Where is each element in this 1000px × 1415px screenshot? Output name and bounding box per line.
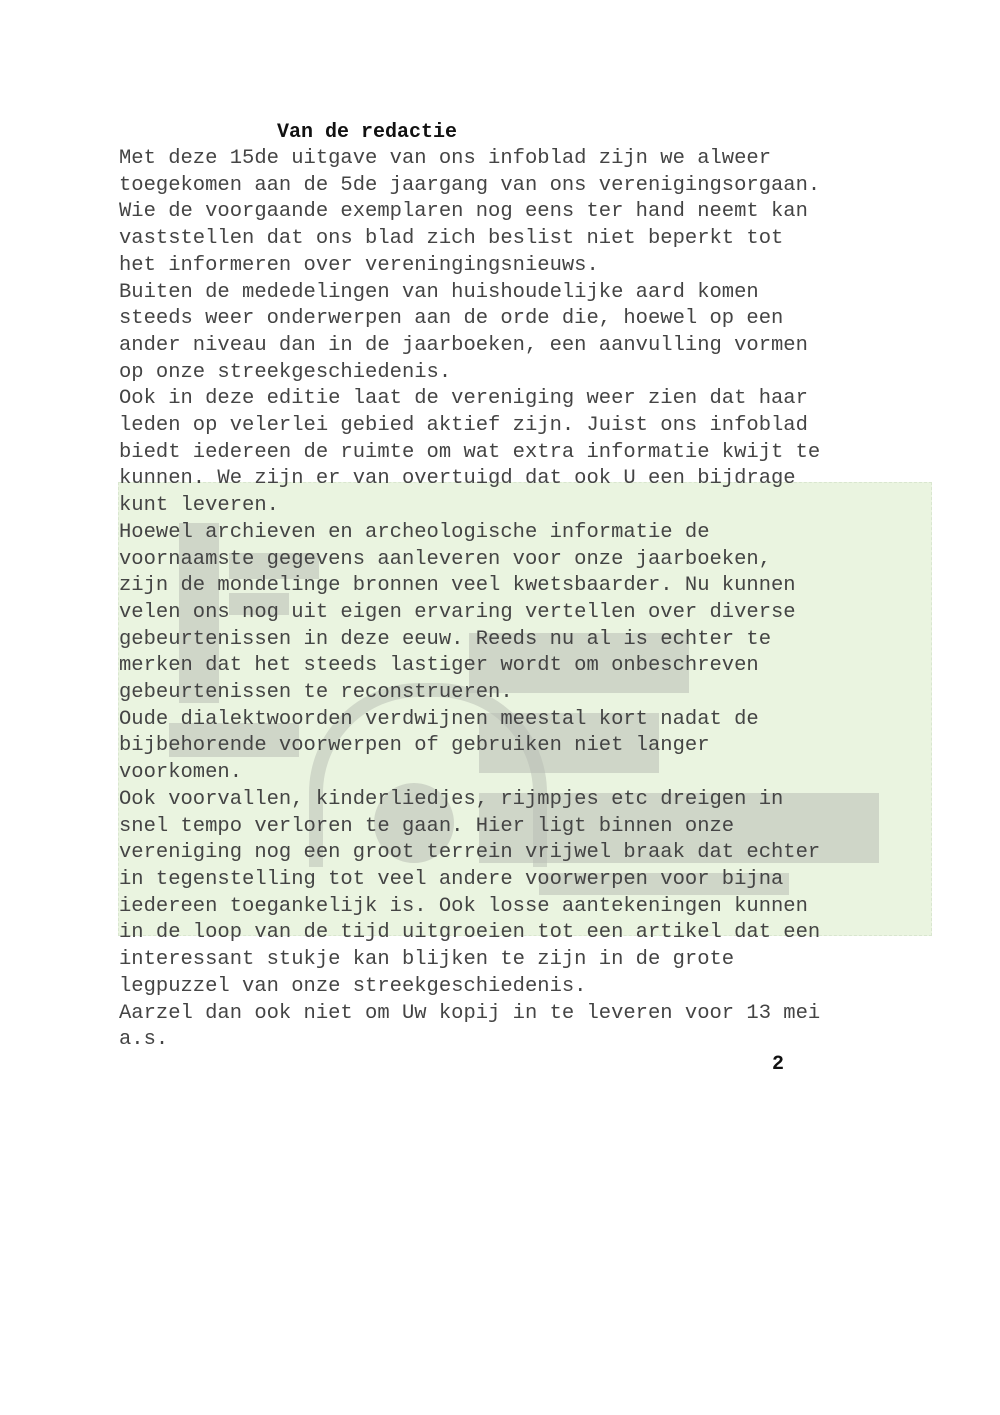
text-line: vereniging nog een groot terrein vrijwel braak dat echter: [119, 841, 821, 865]
text-line: biedt iedereen de ruimte om wat extra informatie kwijt te: [119, 440, 821, 464]
text-line: Ook in deze editie laat de vereniging weer zien dat haar: [119, 387, 808, 411]
text-line: gebeurtenissen in deze eeuw. Reeds nu al is echter te: [119, 627, 772, 651]
text-line: kunt leveren.: [119, 494, 279, 518]
text-line: Aarzel dan ook niet om Uw kopij in te leveren voor 13 mei: [119, 1001, 821, 1025]
text-line: Ook voorvallen, kinderliedjes, rijmpjes etc dreigen in: [119, 787, 784, 811]
text-line: voornaamste gegevens aanleveren voor onze jaarboeken,: [119, 547, 772, 571]
text-line: in tegenstelling tot veel andere voorwerpen voor bijna: [119, 867, 784, 891]
text-line: gebeurtenissen te reconstrueren.: [119, 681, 513, 705]
page-number: 2: [772, 1053, 785, 1076]
text-line: op onze streekgeschiedenis.: [119, 360, 452, 384]
text-line: velen ons nog uit eigen ervaring vertellen over diverse: [119, 600, 796, 624]
text-line: leden op velerlei gebied aktief zijn. Juist ons infoblad: [119, 414, 808, 438]
text-line: Oude dialektwoorden verdwijnen meestal kort nadat de: [119, 707, 759, 731]
text-line: het informeren over vereningingsnieuws.: [119, 253, 599, 277]
text-line: Buiten de mededelingen van huishoudelijke aard komen: [119, 280, 759, 304]
text-line: a.s.: [119, 1028, 169, 1052]
text-line: vaststellen dat ons blad zich beslist niet beperkt tot: [119, 227, 784, 251]
article-body: [119, 146, 989, 1054]
text-line: steeds weer onderwerpen aan de orde die, hoewel op een: [119, 307, 784, 331]
text-line: merken dat het steeds lastiger wordt om onbeschreven: [119, 654, 759, 678]
text-line: Wie de voorgaande exemplaren nog eens ter hand neemt kan: [119, 200, 808, 224]
text-line: voorkomen.: [119, 761, 243, 785]
page-title: Van de redactie: [277, 121, 458, 144]
text-line: ander niveau dan in de jaarboeken, een aanvulling vormen: [119, 333, 808, 357]
text-line: in de loop van de tijd uitgroeien tot een artikel dat een: [119, 921, 821, 945]
text-line: zijn de mondelinge bronnen veel kwetsbaarder. Nu kunnen: [119, 574, 796, 598]
text-line: Hoewel archieven en archeologische informatie de: [119, 520, 710, 544]
text-line: legpuzzel van onze streekgeschiedenis.: [119, 974, 587, 998]
text-line: toegekomen aan de 5de jaargang van ons verenigingsorgaan.: [119, 173, 821, 197]
text-line: kunnen. We zijn er van overtuigd dat ook U een bijdrage: [119, 467, 796, 491]
text-line: iedereen toegankelijk is. Ook losse aantekeningen kunnen: [119, 894, 808, 918]
text-line: bijbehorende voorwerpen of gebruiken niet langer: [119, 734, 710, 758]
text-line: interessant stukje kan blijken te zijn in de grote: [119, 948, 735, 972]
text-line: Met deze 15de uitgave van ons infoblad zijn we alweer: [119, 147, 772, 170]
text-line: snel tempo verloren te gaan. Hier ligt binnen onze: [119, 814, 735, 838]
